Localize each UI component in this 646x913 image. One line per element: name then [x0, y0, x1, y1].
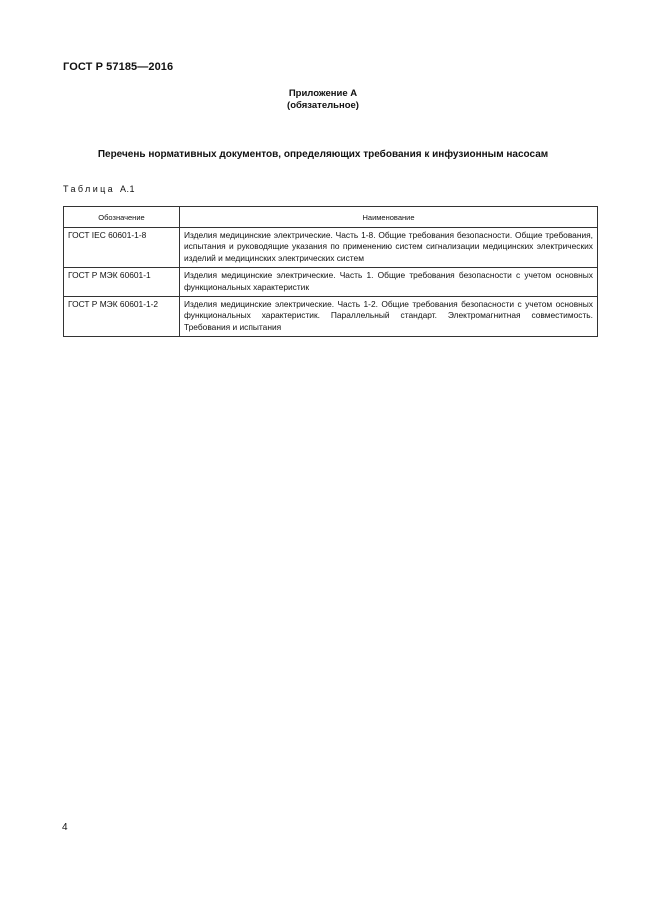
document-code: ГОСТ Р 57185—2016 [63, 61, 174, 73]
table-row [64, 228, 598, 268]
table-row [64, 268, 598, 297]
document-designation: ГОСТ Р МЭК 60601-1-2 [64, 297, 180, 337]
annex-title: Приложение А [288, 88, 358, 99]
column-header-designation: Обозначение [64, 207, 180, 228]
document-name: Изделия медицинские электрические. Часть 1-2. Общие требования безопасности с учетом основных функциональных характеристик. Параллельный стандарт. Электромагнитная совместимость. Требования и испытания [180, 297, 598, 337]
document-name: Изделия медицинские электрические. Часть 1. Общие требования безопасности с учетом основных функциональных характеристик [180, 268, 598, 297]
table-caption [63, 184, 135, 194]
section-title: Перечень нормативных документов, определяющих требования к инфузионным насосам [97, 149, 549, 160]
table-caption-label: Таблица [63, 184, 116, 194]
page-number: 4 [62, 822, 68, 833]
annex-heading [0, 88, 646, 112]
annex-status: (обязательное) [287, 100, 359, 111]
document-designation: ГОСТ Р МЭК 60601-1 [64, 268, 180, 297]
table-row [64, 297, 598, 337]
table-header-row [64, 207, 598, 228]
normative-documents-table [63, 206, 598, 337]
column-header-name: Наименование [180, 207, 598, 228]
document-name: Изделия медицинские электрические. Часть 1-8. Общие требования безопасности. Общие требования, испытания и руководящие указания по применению систем сигнализации медицинских электрических изделий и медицинских электрических систем [180, 228, 598, 268]
document-designation: ГОСТ IEC 60601-1-8 [64, 228, 180, 268]
table-caption-number: А.1 [120, 184, 136, 194]
